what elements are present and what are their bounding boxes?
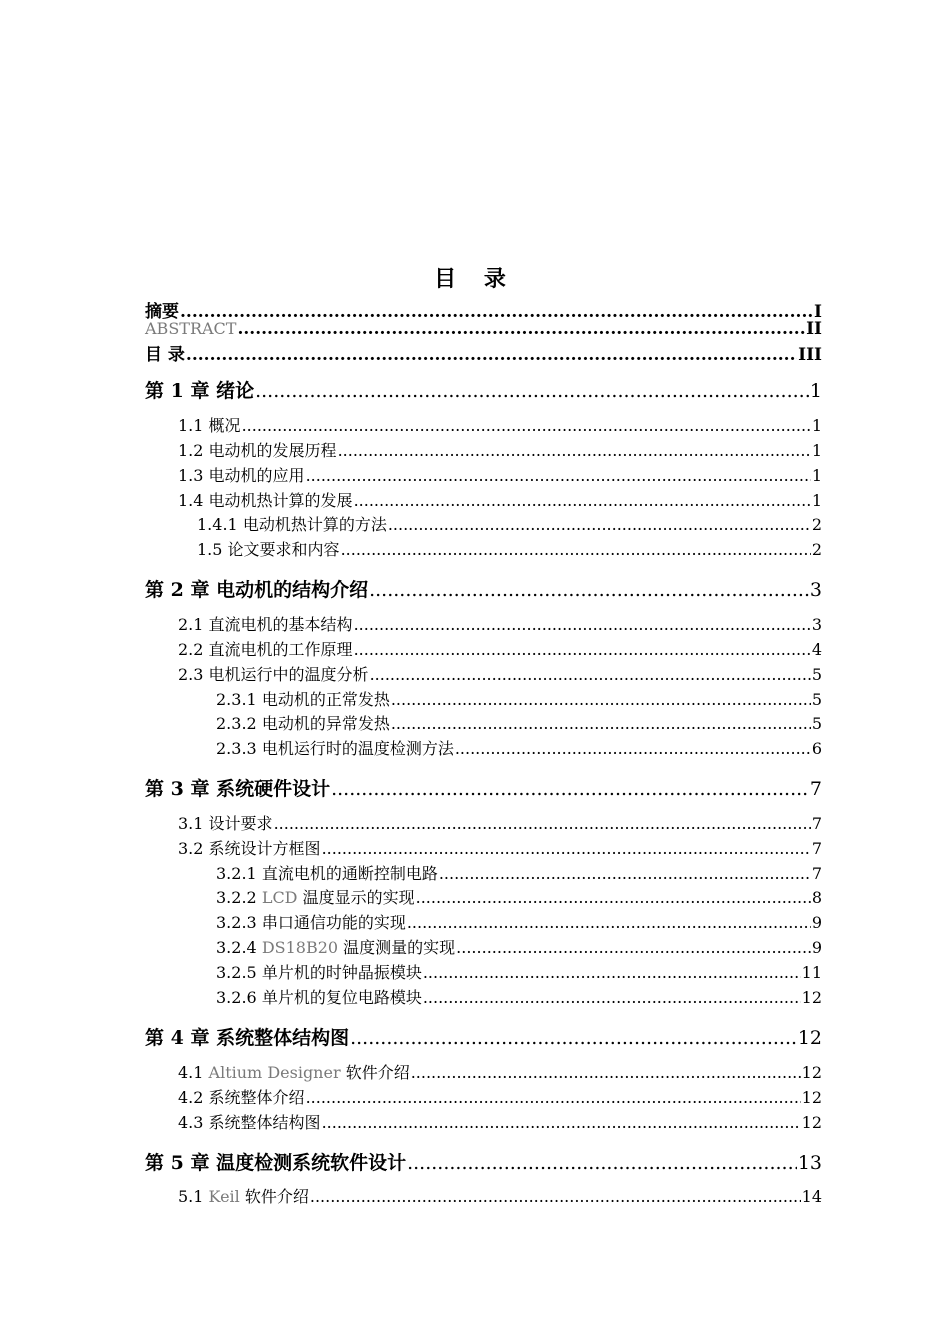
- toc-entry-number: 2.3: [178, 665, 204, 684]
- toc-entry-number: 3.1: [178, 814, 204, 833]
- toc-entry-label: [145, 1023, 349, 1050]
- toc-page-number: 8: [811, 888, 822, 907]
- toc-page-number: 1: [811, 491, 822, 510]
- toc-entry-number: 1.3: [178, 466, 204, 485]
- toc-entry-label: [216, 985, 422, 1008]
- toc-page-number: 12: [801, 1088, 822, 1107]
- toc-section-entry[interactable]: [178, 662, 822, 684]
- toc-entry-title: 论文要求和内容: [227, 540, 340, 559]
- toc-section-entry[interactable]: [216, 910, 822, 932]
- toc-page-number: 12: [801, 988, 822, 1007]
- toc-page-number: 5: [811, 665, 822, 684]
- toc-entry-title: 电动机的正常发热: [261, 690, 390, 709]
- toc-entry-label: [178, 637, 353, 660]
- toc-chapter-entry[interactable]: [145, 376, 822, 402]
- toc-entry-number: 2.3.3: [216, 739, 257, 758]
- dot-leader: [407, 913, 811, 932]
- toc-entry-label: [178, 612, 353, 635]
- toc-entry-number: 第 2 章: [145, 579, 210, 601]
- toc-entry-title: 电动机的应用: [208, 466, 305, 485]
- toc-entry-label: [145, 575, 368, 602]
- toc-entry-label: [178, 811, 273, 834]
- dot-leader: [338, 441, 811, 460]
- toc-entry-number: 3.2.5: [216, 963, 257, 982]
- toc-page-number: 1: [811, 441, 822, 460]
- toc-entry-number: 1.2: [178, 441, 204, 460]
- toc-page-number: 7: [811, 814, 822, 833]
- dot-leader: [416, 888, 811, 907]
- toc-entry-title: 串口通信功能的实现: [261, 913, 406, 932]
- toc-section-entry[interactable]: [178, 637, 822, 659]
- toc-entry-label: [178, 1060, 410, 1083]
- toc-section-entry[interactable]: [216, 960, 822, 982]
- toc-entry-number: 5.1: [178, 1187, 204, 1206]
- toc-entry-title: 软件介绍: [340, 1063, 410, 1082]
- toc-page-number: 5: [811, 690, 822, 709]
- toc-entry-title: 直流电机的工作原理: [208, 640, 353, 659]
- toc-entry-label: [178, 836, 321, 859]
- toc-section-entry[interactable]: [178, 1085, 822, 1107]
- dot-leader: [306, 1088, 801, 1107]
- toc-entry-label: [178, 662, 369, 685]
- toc-page-number: I: [814, 302, 822, 322]
- toc-entry-number: 第 3 章: [145, 778, 210, 800]
- toc-entry-number: 2.1: [178, 615, 204, 634]
- toc-entry-label: [216, 736, 454, 759]
- toc-entry-title: 电动机的发展历程: [208, 441, 337, 460]
- dot-leader: [455, 739, 811, 758]
- toc-entry-title: 电动机热计算的发展: [208, 491, 353, 510]
- toc-page-number: 12: [801, 1063, 822, 1082]
- toc-entry-number: 3.2.6: [216, 988, 257, 1007]
- dot-leader: [354, 615, 811, 634]
- toc-entry-title: 绪论: [216, 380, 255, 402]
- toc-entry-title: 软件介绍: [239, 1187, 309, 1206]
- toc-entry-label: [145, 376, 254, 403]
- dot-leader: [439, 864, 811, 883]
- toc-entry-title: 系统整体介绍: [208, 1088, 305, 1107]
- toc-entry-label: [216, 711, 390, 734]
- toc-entry-label: [178, 1184, 309, 1207]
- toc-page-number: 9: [811, 938, 822, 957]
- toc-page-number: 7: [809, 778, 822, 800]
- toc-page-number: 1: [809, 380, 822, 402]
- dot-leader: [456, 938, 811, 957]
- toc-entry-term: Altium Designer: [208, 1063, 341, 1082]
- toc-entry-number: 2.2: [178, 640, 204, 659]
- toc-page-number: 12: [797, 1027, 822, 1049]
- toc-entry-label: [216, 960, 422, 983]
- toc-entry-label: [178, 488, 353, 511]
- toc-page-number: III: [798, 345, 822, 365]
- toc-entry-number: 2.3.1: [216, 690, 257, 709]
- toc-entry-number: 3.2.3: [216, 913, 257, 932]
- toc-entry-number: 3.2.2: [216, 888, 257, 907]
- toc-chapter-entry[interactable]: [145, 575, 822, 601]
- toc-entry-label: [178, 413, 241, 436]
- toc-entry-number: 2.3.2: [216, 714, 257, 733]
- toc-section-entry[interactable]: [178, 612, 822, 634]
- toc-entry-label: ABSTRACT: [145, 319, 237, 338]
- toc-entry-title: 电动机热计算的方法: [242, 515, 387, 534]
- toc-entry-title: 概况: [208, 416, 241, 435]
- toc-section-entry[interactable]: [178, 1060, 822, 1082]
- toc-entry-number: 3.2.1: [216, 864, 257, 883]
- toc-entry-title: 电动机的异常发热: [261, 714, 390, 733]
- toc-section-entry[interactable]: [216, 711, 822, 733]
- toc-section-entry[interactable]: [216, 736, 822, 758]
- toc-front-entry[interactable]: [145, 319, 822, 341]
- toc-section-entry[interactable]: [216, 935, 822, 957]
- toc-entry-label: [145, 774, 330, 801]
- toc-section-entry[interactable]: [216, 985, 822, 1007]
- dot-leader: [391, 714, 811, 733]
- toc-entry-number: 第 5 章: [145, 1152, 210, 1174]
- toc-section-entry[interactable]: [178, 1184, 822, 1206]
- toc-section-entry[interactable]: [178, 1110, 822, 1132]
- dot-leader: [388, 515, 811, 534]
- toc-entry-label: [197, 512, 387, 535]
- toc-section-entry[interactable]: [216, 861, 822, 883]
- dot-leader: [322, 1113, 801, 1132]
- toc-chapter-entry[interactable]: [145, 1148, 822, 1174]
- dot-leader: [423, 963, 801, 982]
- toc-entry-label: [145, 1148, 406, 1175]
- toc-front-entry[interactable]: [145, 340, 822, 365]
- toc-page-number: 7: [811, 839, 822, 858]
- toc-page-number: II: [806, 319, 822, 339]
- dot-leader: [369, 579, 809, 601]
- toc-entry-title: 单片机的时钟晶振模块: [261, 963, 422, 982]
- toc-entry-number: 第 4 章: [145, 1027, 210, 1049]
- toc-page-number: 2: [811, 540, 822, 559]
- toc-entry-title: 系统整体结构图: [208, 1113, 321, 1132]
- toc-entry-label: [216, 687, 390, 710]
- toc-page-number: 11: [801, 963, 822, 982]
- toc-entry-label: [178, 463, 305, 486]
- toc-entry-label: [197, 537, 340, 560]
- toc-entry-number: 1.5: [197, 540, 223, 559]
- toc-entry-title: 系统硬件设计: [216, 778, 331, 800]
- toc-page-number: 3: [809, 579, 822, 601]
- toc-entry-number: 4.1: [178, 1063, 209, 1082]
- dot-leader: [255, 380, 809, 402]
- toc-page-number: 9: [811, 913, 822, 932]
- toc-entry-label: 目 录: [145, 345, 185, 365]
- toc-entry-title: 电机运行时的温度检测方法: [261, 739, 454, 758]
- toc-entry-label: [216, 885, 415, 908]
- toc-entry-title: 系统整体结构图: [216, 1027, 350, 1049]
- toc-entry-term: Keil: [208, 1187, 240, 1206]
- toc-section-entry[interactable]: [197, 537, 822, 559]
- dot-leader: [370, 665, 811, 684]
- toc-page-number: 7: [811, 864, 822, 883]
- dot-leader: [341, 540, 811, 559]
- toc-page-number: 1: [811, 416, 822, 435]
- dot-leader: [237, 319, 805, 339]
- toc-entry-term: LCD: [261, 888, 298, 907]
- dot-leader: [322, 839, 811, 858]
- toc-entry-term: DS18B20: [261, 938, 339, 957]
- toc-section-entry[interactable]: [178, 488, 822, 510]
- toc-entry-title: 温度显示的实现: [297, 888, 415, 907]
- toc-entry-title: 单片机的复位电路模块: [261, 988, 422, 1007]
- toc-entry-label: [178, 438, 337, 461]
- toc-section-entry[interactable]: [178, 836, 822, 858]
- dot-leader: [274, 814, 811, 833]
- toc-entry-title: 直流电机的基本结构: [208, 615, 353, 634]
- toc-entry-number: 3.2: [178, 839, 204, 858]
- toc-entry-title: 系统设计方框图: [208, 839, 321, 858]
- toc-section-entry[interactable]: [178, 811, 822, 833]
- toc-front-entry[interactable]: [145, 297, 822, 322]
- dot-leader: [411, 1063, 801, 1082]
- toc-entry-title: 直流电机的通断控制电路: [261, 864, 438, 883]
- toc-entry-label: [178, 1110, 321, 1133]
- toc-page-number: 3: [811, 615, 822, 634]
- toc-page-number: 13: [797, 1152, 822, 1174]
- toc-page-number: 1: [811, 466, 822, 485]
- toc-page-number: 6: [811, 739, 822, 758]
- toc-page-number: 4: [811, 640, 822, 659]
- toc-entry-title: 温度检测系统软件设计: [216, 1152, 407, 1174]
- toc-entry-label: [216, 935, 455, 958]
- dot-leader: [242, 416, 811, 435]
- toc-entry-number: 1.4.1: [197, 515, 238, 534]
- toc-page-number: 12: [801, 1113, 822, 1132]
- toc-section-entry[interactable]: [216, 687, 822, 709]
- dot-leader: [306, 466, 811, 485]
- toc-entry-number: 4.2: [178, 1088, 204, 1107]
- toc-entry-title: 温度测量的实现: [338, 938, 456, 957]
- toc-title: 目 录: [434, 266, 516, 292]
- dot-leader: [407, 1152, 797, 1174]
- dot-leader: [331, 778, 809, 800]
- toc-entry-title: 电动机的结构介绍: [216, 579, 369, 601]
- toc-entry-title: 电机运行中的温度分析: [208, 665, 369, 684]
- toc-entry-title: 设计要求: [208, 814, 273, 833]
- toc-section-entry[interactable]: [178, 413, 822, 435]
- toc-section-entry[interactable]: [216, 885, 822, 907]
- toc-chapter-entry[interactable]: [145, 774, 822, 800]
- dot-leader: [354, 491, 811, 510]
- toc-entry-number: 第 1 章: [145, 380, 210, 402]
- toc-entry-label: [216, 910, 406, 933]
- toc-page-number: 2: [811, 515, 822, 534]
- toc-section-entry[interactable]: [178, 463, 822, 485]
- toc-entry-label: [216, 861, 438, 884]
- toc-entry-number: 3.2.4: [216, 938, 257, 957]
- toc-chapter-entry[interactable]: [145, 1023, 822, 1049]
- toc-page-number: 5: [811, 714, 822, 733]
- toc-entry-label: [178, 1085, 305, 1108]
- toc-entry-number: 1.1: [178, 416, 204, 435]
- dot-leader: [186, 345, 797, 365]
- dot-leader: [310, 1187, 801, 1206]
- toc-section-entry[interactable]: [178, 438, 822, 460]
- dot-leader: [354, 640, 811, 659]
- toc-entry-number: 4.3: [178, 1113, 204, 1132]
- toc-section-entry[interactable]: [197, 512, 822, 534]
- dot-leader: [391, 690, 811, 709]
- dot-leader: [423, 988, 801, 1007]
- toc-entry-number: 1.4: [178, 491, 204, 510]
- toc-entry-label: 摘要: [145, 302, 179, 322]
- dot-leader: [350, 1027, 797, 1049]
- toc-page-number: 14: [801, 1187, 822, 1206]
